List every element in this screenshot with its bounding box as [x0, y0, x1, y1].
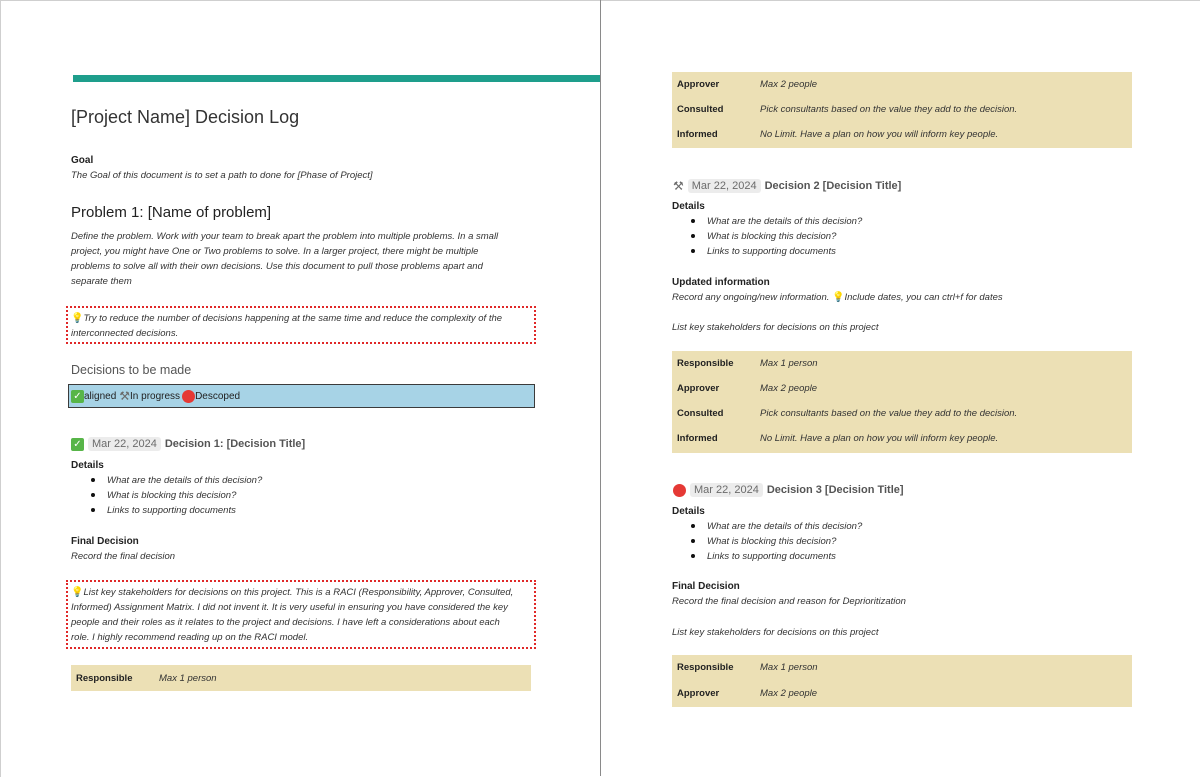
tip-line: Informed) Assignment Matrix. I did not invent it. It is very useful in ensuring you have considered the key — [71, 602, 508, 613]
raci-role: Responsible — [677, 358, 734, 369]
table-row — [677, 660, 1137, 675]
table-row — [76, 671, 536, 686]
table-row — [677, 127, 1137, 142]
check-icon: ✓ — [71, 390, 84, 403]
status-aligned-label: aligned — [84, 390, 117, 402]
date-chip[interactable]: Mar 22, 2024 — [690, 483, 763, 497]
tip-line: role. I highly recommend reading up on the RACI model. — [71, 632, 309, 643]
header-accent-bar — [73, 75, 601, 82]
raci-table — [71, 665, 531, 691]
raci-value: Max 1 person — [760, 662, 818, 673]
table-row — [677, 431, 1137, 446]
decision-3-title: Decision 3 [Decision Title] — [766, 484, 904, 496]
raci-role: Informed — [677, 433, 718, 444]
stakeholders-text: List key stakeholders for decisions on this project — [672, 627, 879, 638]
decision-1-details-list — [91, 473, 262, 518]
tip-line: Try to reduce the number of decisions happening at the same time and reduce the complexity of the — [83, 313, 503, 324]
table-row — [677, 356, 1137, 371]
updated-info-line: Record any ongoing/new information. — [672, 292, 830, 303]
stop-icon — [673, 484, 686, 497]
problem-line: problems to solve all with their own decisions. Use this document to pull those problems apart and — [71, 261, 483, 272]
page-title: [Project Name] Decision Log — [71, 107, 300, 127]
updated-info-label: Updated information — [672, 277, 770, 288]
list-item: What is blocking this decision? — [691, 534, 862, 549]
raci-role: Consulted — [677, 104, 724, 115]
list-item: Links to supporting documents — [691, 549, 862, 564]
list-item: Links to supporting documents — [91, 503, 262, 518]
details-label: Details — [71, 460, 104, 471]
problem-line: project, you might have One or Two problems to solve. In a larger project, there might be multiple — [71, 246, 479, 257]
list-item: What are the details of this decision? — [691, 214, 862, 229]
raci-value: Max 2 people — [760, 383, 818, 394]
tip-line: interconnected decisions. — [71, 328, 179, 339]
final-decision-label: Final Decision — [71, 536, 139, 547]
decisions-heading: Decisions to be made — [71, 363, 192, 377]
lightbulb-icon: 💡 — [71, 313, 84, 324]
lightbulb-icon: 💡 — [71, 587, 84, 598]
details-label: Details — [672, 201, 705, 212]
stakeholders-text: List key stakeholders for decisions on this project — [672, 322, 879, 333]
list-item: What are the details of this decision? — [91, 473, 262, 488]
final-decision-label: Final Decision — [672, 581, 740, 592]
problem-line: Define the problem. Work with your team to break apart the problem into multiple problems. In a small — [71, 231, 499, 242]
raci-role: Responsible — [76, 673, 133, 684]
raci-table — [672, 72, 1132, 148]
list-item: What is blocking this decision? — [91, 488, 262, 503]
final-decision-text: Record the final decision and reason for Deprioritization — [672, 596, 906, 607]
raci-table — [672, 655, 1132, 707]
raci-value: Max 1 person — [159, 673, 217, 684]
tools-icon: ⚒ — [673, 178, 684, 193]
status-descoped-label: Descoped — [195, 390, 241, 402]
goal-text: The Goal of this document is to set a path to done for [Phase of Project] — [71, 170, 373, 181]
goal-label: Goal — [71, 155, 94, 166]
table-row — [677, 406, 1137, 421]
raci-role: Consulted — [677, 408, 724, 419]
problem-heading: Problem 1: [Name of problem] — [71, 204, 272, 221]
raci-value: Pick consultants based on the value they add to the decision. — [760, 104, 1018, 115]
raci-value: No Limit. Have a plan on how you will inform key people. — [760, 433, 999, 444]
status-legend — [68, 384, 535, 408]
list-item: What is blocking this decision? — [691, 229, 862, 244]
details-label: Details — [672, 506, 705, 517]
tip-callout-raci — [66, 580, 536, 649]
table-row — [677, 102, 1137, 117]
problem-line: separate them — [71, 276, 132, 287]
status-in-progress-label: In progress — [130, 390, 181, 402]
table-row — [677, 77, 1137, 92]
check-icon: ✓ — [71, 438, 84, 451]
date-chip[interactable]: Mar 22, 2024 — [88, 437, 161, 451]
raci-role: Informed — [677, 129, 718, 140]
list-item: What are the details of this decision? — [691, 519, 862, 534]
decision-2-title: Decision 2 [Decision Title] — [764, 180, 902, 192]
updated-info-tip: Include dates, you can ctrl+f for dates — [844, 292, 1003, 303]
decision-3-header — [673, 483, 904, 497]
decision-2-header — [673, 179, 901, 193]
table-row — [677, 686, 1137, 701]
raci-role: Approver — [677, 688, 720, 699]
problem-description — [71, 229, 551, 289]
raci-value: Pick consultants based on the value they add to the decision. — [760, 408, 1018, 419]
lightbulb-icon: 💡 — [832, 292, 845, 303]
raci-role: Approver — [677, 383, 720, 394]
decision-3-details-list — [691, 519, 862, 564]
raci-value: Max 1 person — [760, 358, 818, 369]
raci-value: No Limit. Have a plan on how you will inform key people. — [760, 129, 999, 140]
list-item: Links to supporting documents — [691, 244, 862, 259]
raci-role: Approver — [677, 79, 720, 90]
decision-1-header — [71, 437, 305, 451]
tools-icon: ⚒ — [119, 388, 131, 403]
raci-table — [672, 351, 1132, 453]
tip-callout-reduce-decisions — [66, 306, 536, 344]
stop-icon — [182, 390, 195, 403]
raci-value: Max 2 people — [760, 688, 818, 699]
decision-2-details-list — [691, 214, 862, 259]
date-chip[interactable]: Mar 22, 2024 — [688, 179, 761, 193]
updated-info-text — [672, 292, 1003, 303]
raci-value: Max 2 people — [760, 79, 818, 90]
decision-1-title: Decision 1: [Decision Title] — [164, 438, 306, 450]
raci-role: Responsible — [677, 662, 734, 673]
tip-line: List key stakeholders for decisions on this project. This is a RACI (Responsibility, Approver, Consulted, — [83, 587, 514, 598]
table-row — [677, 381, 1137, 396]
final-decision-text: Record the final decision — [71, 551, 176, 562]
document-page-right — [601, 0, 1200, 777]
tip-line: people and their roles as it relates to the project and decisions. I have left a considerations about each — [71, 617, 500, 628]
